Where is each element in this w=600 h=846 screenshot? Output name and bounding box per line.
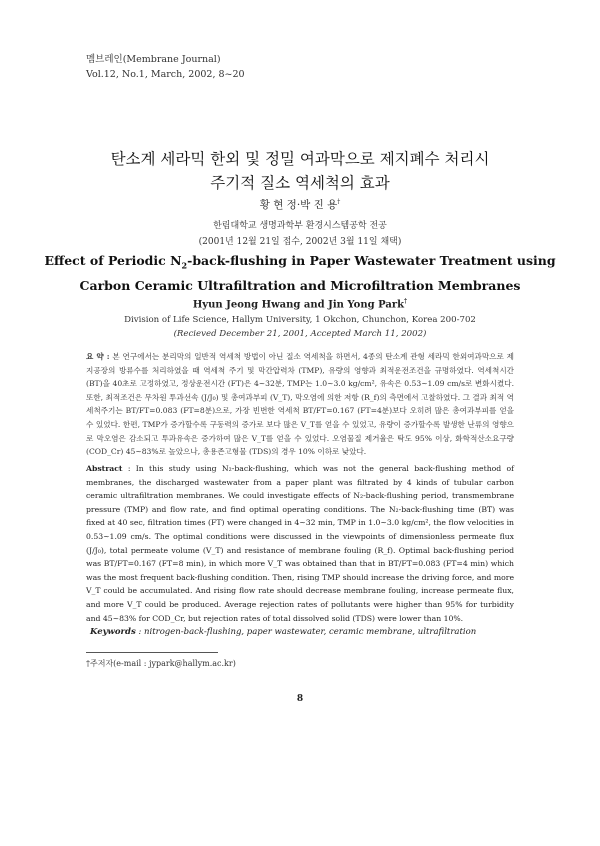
- keywords-text: : nitrogen-back-flushing, paper wastewater, ceramic membrane, ultrafiltration: [138, 627, 477, 637]
- dagger-mark: †: [337, 198, 341, 206]
- korean-title-line2: 주기적 질소 역세척의 효과: [210, 174, 390, 192]
- korean-title-line1: 탄소계 세라믹 한외 및 정밀 여과막으로 제지폐수 처리시: [110, 150, 490, 168]
- english-abstract-text: : In this study using N₂-back-flushing, which was not the general back-flushing method of membranes, the discharged wastewater from a paper plant was filtrated by 4 kinds of tubular carbon ceramic ultrafiltration membranes. We could investigate effects of N₂-back-flushing period, transmembrane pressure (TMP) and flow rate, and find optimal operating conditions. The N₂-back-flushing time (BT) was fixed at 40 sec, filtration times (FT) were changed in 4~32 min, TMP in 1.0~3.0 kg/cm², the flow velocities in 0.53~1.09 cm/s. The optimal conditions were discussed in the viewpoints of dimensionless permeate flux (J/J₀), total permeate volume (V_T) and resistance of membrane fouling (R_f). Optimal back-flushing period was BT/FT=0.167 (FT=8 min), in which more V_T was obtained than that in BT/FT=0.083 (FT=4 min) which was the most frequent back-flushing condition. Then, rising TMP should increase the driving force, and more V_T could be accumulated. And rising flow rate should decrease membrane fouling, increase permeate flux, and more V_T could be produced. Average rejection rates of pollutants were higher than 95% for turbidity and 45~83% for COD_Cr, but rejection rates of total dissolved solid (TDS) were lower than 10%.: [86, 464, 514, 623]
- journal-header: [86, 52, 245, 82]
- english-abstract: [86, 462, 514, 625]
- journal-issue: Vol.12, No.1, March, 2002, 8~20: [86, 69, 245, 80]
- korean-authors-names: 황 현 정·박 진 용: [259, 199, 338, 211]
- dagger-mark-en: †: [404, 298, 408, 305]
- english-affiliation-line1: Division of Life Science, Hallym University, 1 Okchon, Chunchon, Korea 200-702: [124, 315, 476, 325]
- journal-name: 멤브레인(Membrane Journal): [86, 54, 221, 65]
- english-title-subscript: 2: [181, 260, 188, 271]
- english-authors-names: Hyun Jeong Hwang and Jin Yong Park: [192, 299, 405, 311]
- footnote: †주저자(e-mail : jypark@hallym.ac.kr): [86, 659, 236, 668]
- keywords: [90, 627, 476, 637]
- page-number: 8: [296, 694, 304, 704]
- english-authors: [0, 298, 600, 310]
- korean-affiliation: [0, 218, 600, 250]
- english-affiliation: [0, 313, 600, 341]
- korean-abstract-label: 요 약 :: [86, 352, 110, 361]
- keywords-label: Keywords: [90, 627, 136, 637]
- english-title-part1: Effect of Periodic N: [44, 253, 182, 268]
- korean-affiliation-dates: (2001년 12월 21일 접수, 2002년 3월 11일 채택): [198, 237, 402, 247]
- english-title: [0, 251, 600, 296]
- footnote-divider: [86, 652, 218, 653]
- korean-abstract: [86, 350, 514, 459]
- english-affiliation-dates: (Recieved December 21, 2001, Accepted March 11, 2002): [173, 329, 427, 339]
- korean-title: [0, 147, 600, 195]
- english-abstract-label: Abstract: [86, 464, 123, 473]
- korean-affiliation-line1: 한림대학교 생명과학부 환경시스템공학 전공: [213, 221, 387, 231]
- english-title-part2: -back-flushing in Paper Wastewater Treatment using: [187, 253, 556, 268]
- english-title-line2: Carbon Ceramic Ultrafiltration and Microfiltration Membranes: [79, 277, 521, 293]
- korean-abstract-text: 본 연구에서는 분리막의 일반적 역세척 방법이 아닌 질소 역세척을 하면서, 4종의 탄소계 관형 세라믹 한외여과막으로 제지공장의 방류수를 처리하였을 때 역세척 주기 및 막간압력차 (TMP), 유량의 영향과 최적운전조건을 규명하였다. 역세척시간 (BT)을 40초로 고정하였고, 정상운전시간 (FT)은 4~32분, TMP는 1.0~3.0 kg/cm², 유속은 0.53~1.09 cm/s로 변화시켰다. 또한, 최적조건은 무차원 투과선속 (J/J₀) 및 총여과부피 (V_T), 막오염에 의한 저항 (R_f)의 측면에서 고찰하였다. 그 결과 최적 역세척주기는 BT/FT=0.083 (FT=8분)으로, 가장 빈번한 역세척 BT/FT=0.167 (FT=4분)보다 오히려 많은 총여과부피를 얻을 수 있었다. 한편, TMP가 증가할수록 구동력의 증가로 보다 많은 V_T를 얻을 수 있었고, 유량이 증가할수록 발생한 난류의 영향으로 막오염은 감소되고 투과유속은 증가하여 많은 V_T를 얻을 수 있었다. 오염물질 제거율은 탁도 95% 이상, 화학적산소요구량 (COD_Cr) 45~83%로 높았으나, 총용존고형물 (TDS)의 경우 10% 이하로 낮았다.: [86, 352, 515, 457]
- english-title-line1: [0, 251, 600, 276]
- korean-authors: [0, 197, 600, 212]
